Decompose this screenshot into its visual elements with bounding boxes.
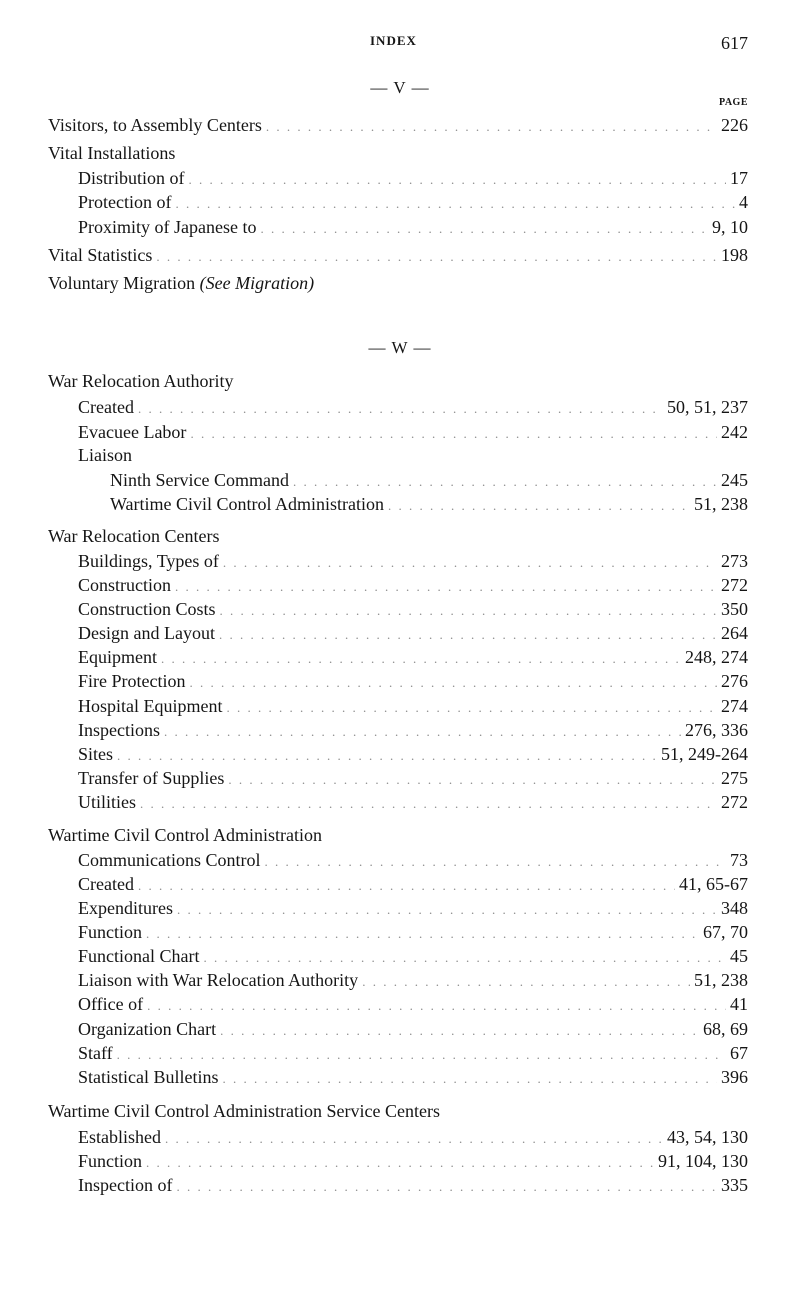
index-subentry: Construction . . . 272	[78, 574, 748, 596]
index-subentry: Proximity of Japanese to . . . 9, 10	[78, 216, 748, 238]
index-entry-heading: War Relocation Centers	[48, 526, 220, 546]
index-subentry: Fire Protection . . . 276	[78, 670, 748, 692]
section-letter-w: — W —	[368, 338, 432, 357]
index-subentry: Established . . . 43, 54, 130	[78, 1126, 748, 1148]
index-subentry: Created . . . 50, 51, 237	[78, 396, 748, 418]
index-subentry: Inspection of . . . 335	[78, 1174, 748, 1196]
index-subentry: Office of . . . 41	[78, 993, 748, 1015]
index-subentry: Function . . . 91, 104, 130	[78, 1150, 748, 1172]
index-subentry: Distribution of . . . 17	[78, 167, 748, 189]
index-entry-heading: War Relocation Authority	[48, 371, 234, 391]
index-subentry: Buildings, Types of . . . 273	[78, 550, 748, 572]
index-subentry: Inspections . . . 276, 336	[78, 719, 748, 741]
index-subentry: Sites . . . 51, 249-264	[78, 743, 748, 765]
index-entry-heading: Wartime Civil Control Administration	[48, 825, 323, 845]
index-subentry: Organization Chart . . . 68, 69	[78, 1018, 748, 1040]
index-subentry: Evacuee Labor . . . 242	[78, 421, 748, 443]
index-subentry: Protection of . . . 4	[78, 191, 748, 213]
index-subentry: Communications Control . . . 73	[78, 849, 748, 871]
index-entry-heading: Vital Installations	[48, 143, 176, 163]
index-subentry: Hospital Equipment . . . 274	[78, 695, 748, 717]
index-subentry: Transfer of Supplies . . . 275	[78, 767, 748, 789]
index-subentry: Design and Layout . . . 264	[78, 622, 748, 644]
page-column-head: PAGE	[718, 97, 748, 108]
index-subsubentry: Ninth Service Command . . . 245	[110, 469, 748, 491]
index-subentry: Construction Costs . . . 350	[78, 598, 748, 620]
index-entry: Visitors, to Assembly Centers . . . 226	[48, 114, 748, 136]
index-entry: Voluntary Migration (See Migration)	[48, 273, 315, 293]
index-subentry: Created . . . 41, 65-67	[78, 873, 748, 895]
index-entry: Vital Statistics . . . 198	[48, 244, 748, 266]
index-subentry: Equipment . . . 248, 274	[78, 646, 748, 668]
index-subentry: Expenditures . . . 348	[78, 897, 748, 919]
index-subentry: Liaison with War Relocation Authority . . . 51, 238	[78, 969, 748, 991]
index-subentry: Staff . . . 67	[78, 1042, 748, 1064]
running-head: INDEX	[370, 33, 417, 48]
index-subentry-heading: Liaison	[78, 445, 132, 465]
index-subentry: Function . . . 67, 70	[78, 921, 748, 943]
see-reference: (See Migration)	[199, 273, 315, 293]
index-subentry: Statistical Bulletins . . . 396	[78, 1066, 748, 1088]
page-number: 617	[721, 33, 748, 53]
index-entry-heading: Wartime Civil Control Administration Service Centers	[48, 1101, 440, 1121]
index-subentry: Functional Chart . . . 45	[78, 945, 748, 967]
index-subsubentry: Wartime Civil Control Administration . . . 51, 238	[110, 493, 748, 515]
section-letter-v: — V —	[370, 78, 430, 97]
index-subentry: Utilities . . . 272	[78, 791, 748, 813]
